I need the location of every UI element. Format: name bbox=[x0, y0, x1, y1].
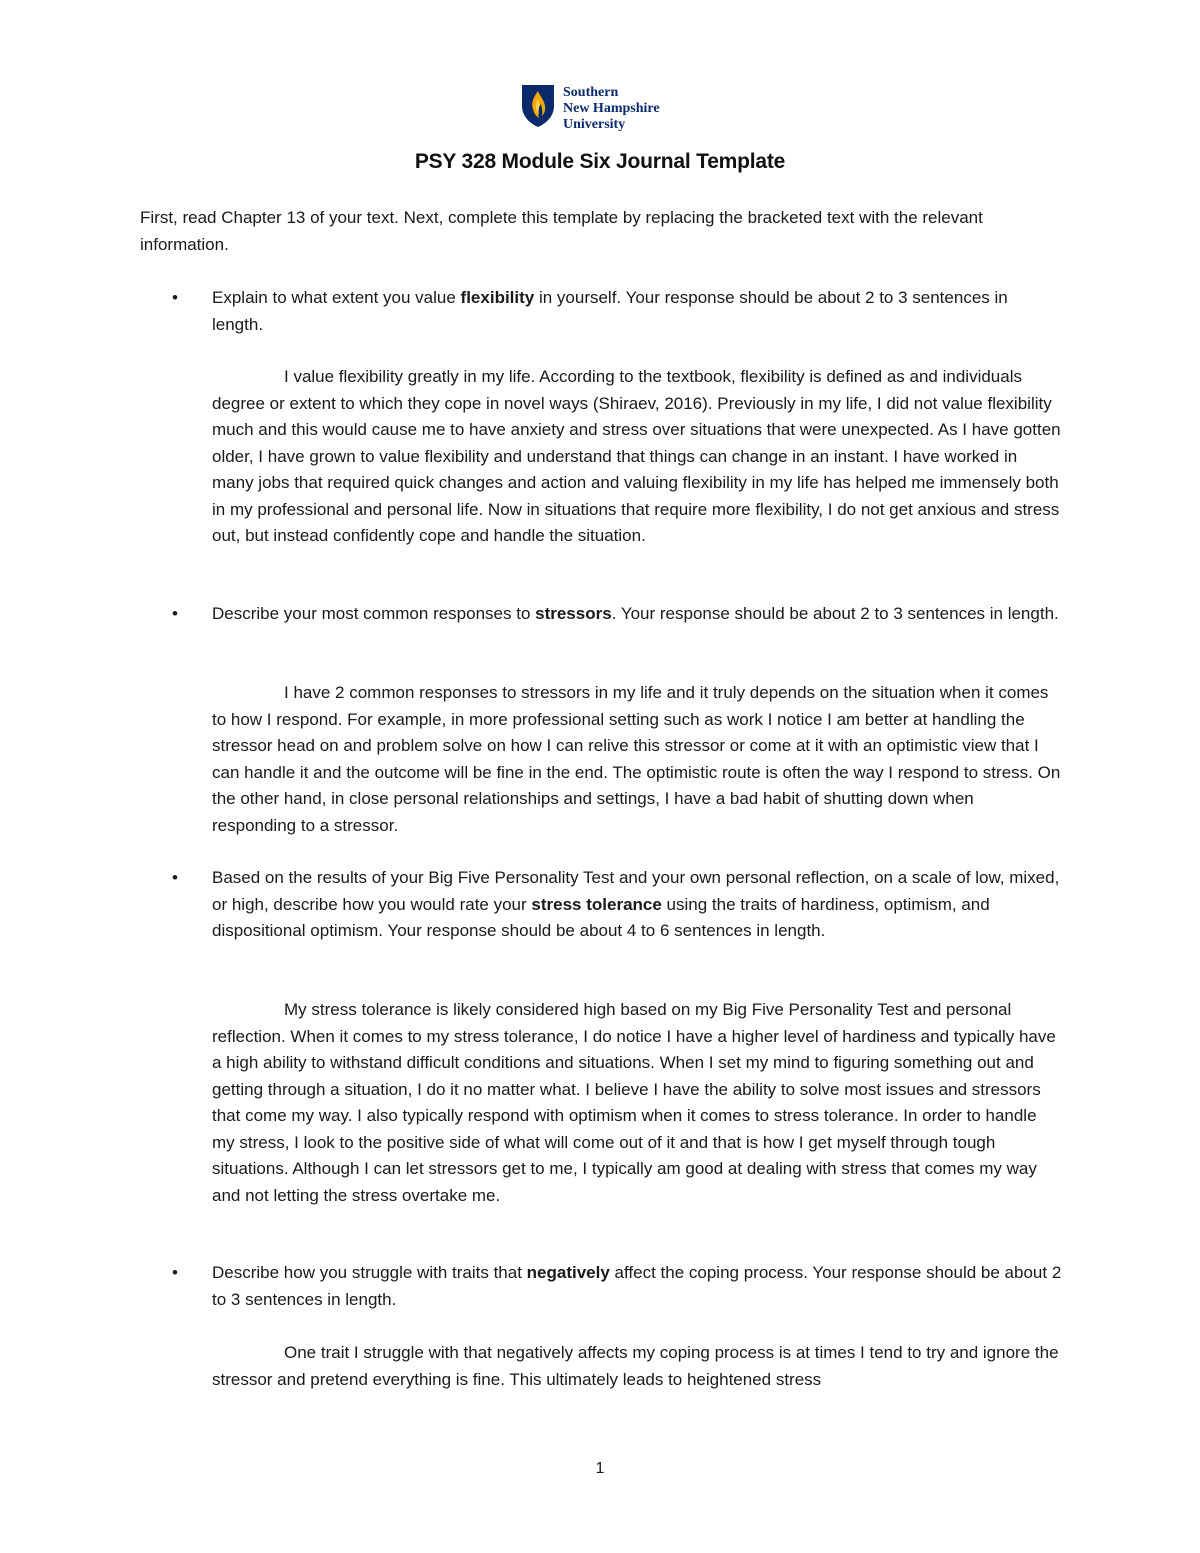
prompt-before: Explain to what extent you value bbox=[212, 288, 461, 307]
bullet-dot: • bbox=[172, 604, 178, 623]
prompt-before: Describe your most common responses to bbox=[212, 604, 536, 623]
prompt-after: in yourself. Your response should be about 2 to 3 sentences in length. bbox=[212, 288, 1008, 334]
logo-line-2: New Hampshire bbox=[563, 101, 660, 116]
prompt-after: . Your response should be about 2 to 3 sentences in length. bbox=[611, 604, 1059, 623]
shield-flame-icon bbox=[521, 84, 555, 128]
answer-paragraph-1: I value flexibility greatly in my life. According to the textbook, flexibility is defined as and individuals degree or extent to which they cope in novel ways (Shiraev, 2016). Previously in my life, I did not value flexibility much and this would cause me to have anxiety and stress over situations that were unexpected. As I have gotten older, I have grown to value flexibility and understand that things can change in an instant. I have worked in many jobs that required quick changes and action and valuing flexibility in my life has helped me immensely both in my professional and personal life. Now in situations that require more flexibility, I do not get anxious and stress out, but instead confidently cope and handle the situation. bbox=[212, 367, 1061, 545]
bullet-prompt-3 bbox=[140, 865, 1060, 945]
answer-paragraph-2: I have 2 common responses to stressors in my life and it truly depends on the situation when it comes to how I respond. For example, in more professional setting such as work I notice I am better at handling the stressor head on and problem solve on how I can relive this stressor or come at it with an optimistic view that I can handle it and the outcome will be fine in the end. The optimistic route is often the way I respond to stress. On the other hand, in close personal relationships and settings, I have a bad habit of shutting down when responding to a stressor. bbox=[212, 683, 1061, 835]
answer-paragraph-3: My stress tolerance is likely considered high based on my Big Five Personality Test and personal reflection. When it comes to my stress tolerance, I do notice I have a higher level of hardiness and typically have a high ability to withstand difficult conditions and situations. When I set my mind to figuring something out and getting through a situation, I do it no matter what. I believe I have the ability to solve most issues and stressors that come my way. I also typically respond with optimism when it comes to stress tolerance. In order to handle my stress, I look to the positive side of what will come out of it and that is how I get myself through tough situations. Although I can let stressors get to me, I typically am good at dealing with stress that comes my way and not letting the stress overtake me. bbox=[212, 1000, 1056, 1205]
logo-line-3: University bbox=[563, 117, 626, 132]
bullet-dot: • bbox=[172, 868, 178, 887]
logo-wordmark bbox=[563, 85, 660, 133]
prompt-text bbox=[212, 285, 1062, 338]
prompt-after: affect the coping process. Your response should be about 2 to 3 sentences in length. bbox=[212, 1263, 1062, 1309]
prompt-before: Based on the results of your Big Five Personality Test and your own personal reflection, on a scale of low, mixed, or high, describe how you would rate your bbox=[212, 868, 1060, 914]
bullet-dot: • bbox=[172, 288, 178, 307]
logo-line-1: Southern bbox=[563, 85, 619, 100]
answer-paragraph-4: One trait I struggle with that negatively affects my coping process is at times I tend to try and ignore the stressor and pretend everything is fine. This ultimately leads to heightened stress bbox=[212, 1343, 1059, 1389]
prompt-text bbox=[212, 601, 1062, 628]
bullet-dot: • bbox=[172, 1263, 178, 1282]
prompt-before: Describe how you struggle with traits that bbox=[212, 1263, 527, 1282]
page-number: 1 bbox=[595, 1460, 605, 1477]
bullet-prompt-4 bbox=[140, 1260, 1060, 1313]
prompt-bold: stress tolerance bbox=[531, 894, 662, 914]
prompt-bold: negatively bbox=[526, 1263, 610, 1282]
snhu-logo bbox=[521, 84, 660, 133]
prompt-text bbox=[212, 865, 1062, 945]
page-title: PSY 328 Module Six Journal Template bbox=[414, 150, 786, 173]
prompt-bold: stressors bbox=[535, 604, 612, 623]
prompt-text bbox=[212, 1260, 1062, 1313]
prompt-after: using the traits of hardiness, optimism, and dispositional optimism. Your response should be about 4 to 6 sentences in length. bbox=[212, 894, 990, 940]
bullet-prompt-1 bbox=[140, 285, 1060, 338]
bullet-prompt-2 bbox=[140, 601, 1060, 628]
intro-paragraph: First, read Chapter 13 of your text. Next, complete this template by replacing the bracketed text with the relevant information. bbox=[140, 208, 983, 254]
prompt-bold: flexibility bbox=[460, 288, 535, 307]
